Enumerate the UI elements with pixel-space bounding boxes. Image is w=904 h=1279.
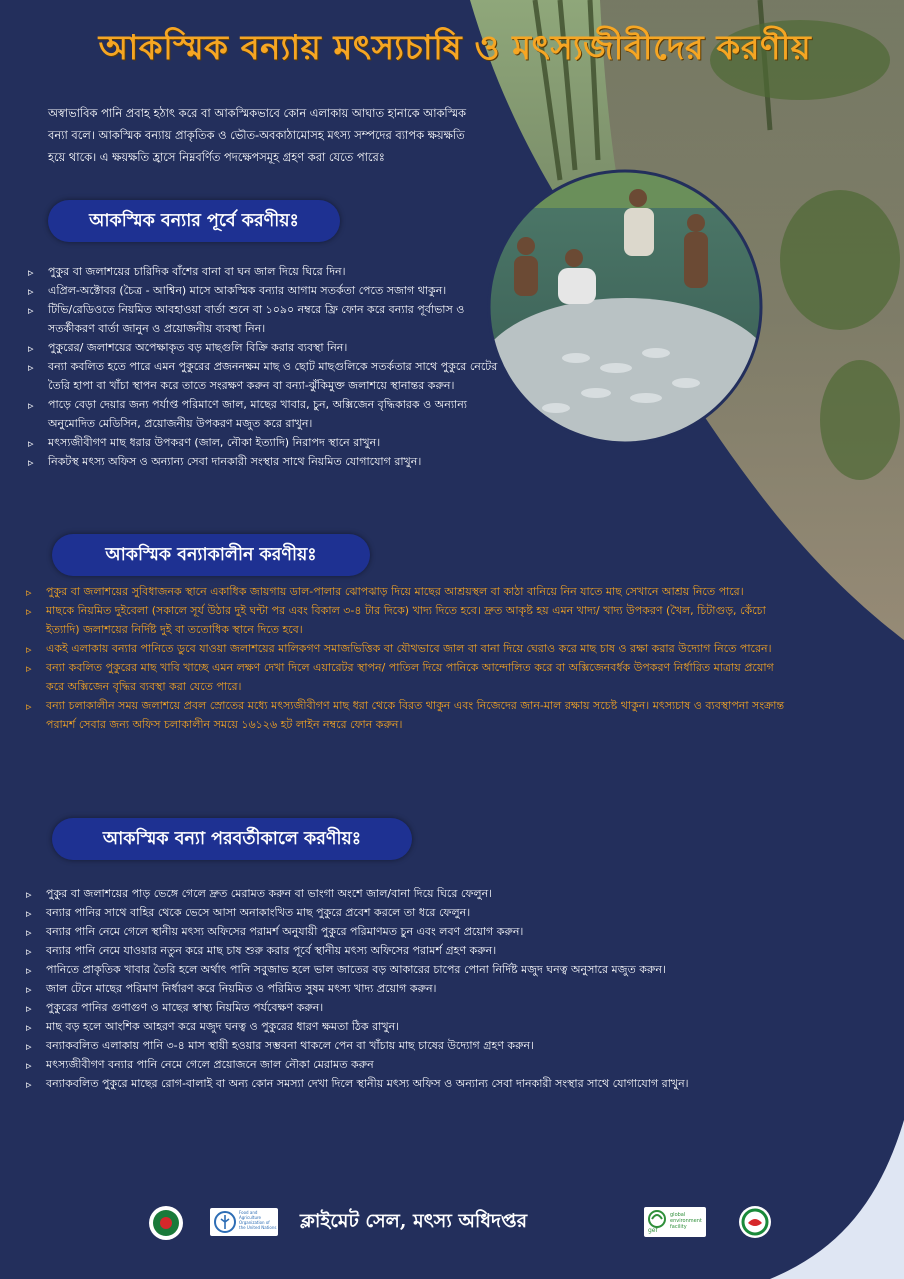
before-flood-list <box>28 262 498 471</box>
list-item: ▹ মৎস্যজীবীগণ মাছ ধরার উপকরণ (জাল, নৌকা ইত্যাদি) নিরাপদ স্থানে রাখুন। <box>28 433 498 452</box>
list-item: ▹ বন্যার পানির সাথে বাহির থেকে ভেসে আসা অনাকাংখিত মাছ পুকুরে প্রবেশ করলে তা ধরে ফেলুন। <box>26 903 746 922</box>
megaphone-icon: ▹ <box>28 266 34 279</box>
list-item: ▹ একই এলাকায় বন্যার পানিতে ডুবে যাওয়া জলাশয়ের মালিকগণ সমাজভিত্তিক বা যৌথভাবে জাল বা বানা দিয়ে ঘেরাও করে মাছ চাষ ও রক্ষা করার উদ্যোগ নিতে পারেন। <box>26 639 786 658</box>
list-item: ▹ বন্যাকবলিত এলাকায় পানি ৩-৪ মাস স্থায়ী হওয়ার সম্ভবনা থাকলে পেন বা খাঁচায় মাছ চাষের উদ্যোগ গ্রহণ করুন। <box>26 1036 746 1055</box>
megaphone-icon: ▹ <box>28 285 34 298</box>
fao-logo <box>210 1208 278 1236</box>
fao-text: Food and Agriculture Organization of the United Nations <box>239 1210 277 1230</box>
gef-logo <box>644 1207 706 1237</box>
megaphone-icon: ▹ <box>26 888 32 901</box>
megaphone-icon: ▹ <box>26 907 32 920</box>
megaphone-icon: ▹ <box>28 399 34 412</box>
bangladesh-govt-logo <box>148 1205 184 1241</box>
megaphone-icon: ▹ <box>26 1021 32 1034</box>
megaphone-icon: ▹ <box>26 945 32 958</box>
section-heading-after-flood: আকস্মিক বন্যা পরবর্তীকালে করণীয়ঃ <box>52 818 412 860</box>
during-flood-list <box>26 582 786 734</box>
list-item: ▹ পুকুর বা জলাশয়ের সুবিধাজনক স্থানে একাধিক জায়গায় ডাল-পালার ঝোপঝাড় দিয়ে মাছের আশ্রয়স্থল বা কাঠা বানিয়ে নিন যাতে মাছ সেখানে আশ্রয় নিতে পারে। <box>26 582 786 601</box>
list-item: ▹ এপ্রিল-অক্টোবর (চৈত্র - আশ্বিন) মাসে আকস্মিক বন্যার আগাম সতর্কতা পেতে সজাগ থাকুন। <box>28 281 498 300</box>
list-item: ▹ বন্যার পানি নেমে যাওয়ার নতুন করে মাছ চাষ শুরু করার পূর্বে স্থানীয় মৎস্য অফিসের পরামর্শ গ্রহণ করুন। <box>26 941 746 960</box>
section-heading-before-flood: আকস্মিক বন্যার পূর্বে করণীয়ঃ <box>48 200 340 242</box>
list-item: ▹ বন্যার পানি নেমে গেলে স্থানীয় মৎস্য অফিসের পরামর্শ অনুযায়ী পুকুরে পরিমাণমত চুন এবং লবণ প্রয়োগ করুন। <box>26 922 746 941</box>
megaphone-icon: ▹ <box>26 964 32 977</box>
list-item: ▹ বন্যা কবলিত পুকুরের মাছ খাবি খাচ্ছে এমন লক্ষণ দেখা দিলে এয়ারেটর স্থাপন/ পাতিল দিয়ে পানিকে আন্দোলিত করে বা অক্সিজেনবর্ধক উপকরণ নির্ধারিত মাত্রায় প্রয়োগ করে অক্সিজেন বৃদ্ধির ব্যবস্থা করা যেতে পারে। <box>26 661 774 693</box>
megaphone-icon: ▹ <box>26 700 32 713</box>
list-item: ▹ বন্যা চলাকালীন সময় জলাশয়ে প্রবল স্রোতের মধ্যে মৎস্যজীবীগণ মাছ ধরা থেকে বিরত থাকুন এবং নিজেদের জান-মাল রক্ষায় সচেষ্ট থাকুন। মৎস্যচাষ ও ব্যবস্থাপনা সংক্রান্ত পরামর্শ সেবার জন্য অফিস চলাকালীন সময়ে ১৬১২৬ হট লাইন নম্বরে ফোন করুন। <box>26 699 785 731</box>
fish-harvest-photo <box>486 168 764 446</box>
megaphone-icon: ▹ <box>26 1078 32 1091</box>
page-title: আকস্মিক বন্যায় মৎস্যচাষি ও মৎস্যজীবীদের করণীয় <box>98 28 812 68</box>
list-item: ▹ পানিতে প্রাকৃতিক খাবার তৈরি হলে অর্থাৎ পানি সবুজাভ হলে ভাল জাতের বড় আকারের চাপের পোনা নির্দিষ্ট মজুদ ঘনত্ব অনুসারে মজুত করুন। <box>26 960 746 979</box>
footer-organization: ক্লাইমেট সেল, মৎস্য অধিদপ্তর <box>300 1210 528 1232</box>
list-item: ▹ বন্যাকবলিত পুকুরে মাছের রোগ-বালাই বা অন্য কোন সমস্যা দেখা দিলে স্থানীয় মৎস্য অফিস ও অন্যান্য সেবা দানকারী সংস্থার সাথে যোগাযোগ রাখুন। <box>26 1074 746 1093</box>
megaphone-icon: ▹ <box>28 342 34 355</box>
list-item: ▹ মাছ বড় হলে আংশিক আহরণ করে মজুদ ঘনত্ব ও পুকুরের ধারণ ক্ষমতা ঠিক রাখুন। <box>26 1017 746 1036</box>
megaphone-icon: ▹ <box>26 586 32 599</box>
list-item: ▹ জাল টেনে মাছের পরিমাণ নির্ধারণ করে নিয়মিত ও পরিমিত সুষম মৎস্য খাদ্য প্রয়োগ করুন। <box>26 979 746 998</box>
list-item: ▹ পুকুরের পানির গুণাগুণ ও মাছের স্বাস্থ্য নিয়মিত পর্যবেক্ষণ করুন। <box>26 998 746 1017</box>
list-item: ▹ নিকটস্থ মৎস্য অফিস ও অন্যান্য সেবা দানকারী সংস্থার সাথে নিয়মিত যোগাযোগ রাখুন। <box>28 452 498 471</box>
list-item: ▹ মৎস্যজীবীগণ বন্যার পানি নেমে গেলে প্রয়োজনে জাল নৌকা মেরামত করুন <box>26 1055 746 1074</box>
list-item: ▹ বন্যা কবলিত হতে পারে এমন পুকুরের প্রজননক্ষম মাছ ও ছোট মাছগুলিকে সতর্কতার সাথে পুকুরে নেটের তৈরি হাপা বা খাঁচা স্থাপন করে তাতে সংরক্ষণ করুন বা বন্যা-ঝুঁকিমুক্ত জলাশয়ে স্থানান্তর করুন। <box>28 360 498 392</box>
megaphone-icon: ▹ <box>28 437 34 450</box>
megaphone-icon: ▹ <box>26 1059 32 1072</box>
list-item: ▹ পুকুর বা জলাশয়ের পাড় ভেঙ্গে গেলে দ্রুত মেরামত করুন বা ভাংগা অংশে জাল/বানা দিয়ে ঘিরে ফেলুন। <box>26 884 746 903</box>
gef-text: global environment facility <box>670 1212 702 1230</box>
megaphone-icon: ▹ <box>28 456 34 469</box>
list-item: ▹ পুকুরের/ জলাশয়ের অপেক্ষাকৃত বড় মাছগুলি বিক্রি করার ব্যবস্থা নিন। <box>28 338 498 357</box>
megaphone-icon: ▹ <box>26 643 32 656</box>
list-item: ▹ পাড়ে বেড়া দেয়ার জন্য পর্যাপ্ত পরিমাণে জাল, মাছের খাবার, চুন, অক্সিজেন বৃদ্ধিকারক ও অন্যান্য অনুমোদিত মেডিসিন, প্রয়োজনীয় উপকরণ মজুত করে রাখুন। <box>28 398 467 430</box>
megaphone-icon: ▹ <box>26 662 32 675</box>
gef-short-text: gef <box>648 1227 658 1234</box>
section-heading-during-flood: আকস্মিক বন্যাকালীন করণীয়ঃ <box>52 534 370 576</box>
megaphone-icon: ▹ <box>26 983 32 996</box>
list-item: ▹ টিভি/রেডিওতে নিয়মিত আবহাওয়া বার্তা শুনে বা ১০৯০ নম্বরে ফ্রি ফোন করে বন্যার পূর্বাভাস ও সতর্কীকরণ বার্তা জানুন ও প্রয়োজনীয় ব্যবস্থা নিন। <box>28 303 465 335</box>
megaphone-icon: ▹ <box>26 1002 32 1015</box>
fisheries-dept-logo <box>738 1205 772 1239</box>
list-item: ▹ পুকুর বা জলাশয়ের চারিদিক বাঁশের বানা বা ঘন জাল দিয়ে ঘিরে দিন। <box>28 262 498 281</box>
after-flood-list <box>26 884 746 1093</box>
megaphone-icon: ▹ <box>26 1040 32 1053</box>
intro-paragraph: অস্বাভাবিক পানি প্রবাহ হঠাৎ করে বা আকস্মিকভাবে কোন এলাকায় আঘাত হানাকে আকস্মিক বন্যা বলে। আকস্মিক বন্যায় প্রাকৃতিক ও ভৌত-অবকাঠামোসহ মৎস্য সম্পদের ব্যাপক ক্ষয়ক্ষতি হয়ে থাকে। এ ক্ষয়ক্ষতি হ্রাসে নিম্নবর্ণিত পদক্ষেপসমূহ গ্রহণ করা যেতে পারেঃ <box>48 106 466 164</box>
megaphone-icon: ▹ <box>26 926 32 939</box>
megaphone-icon: ▹ <box>28 361 34 374</box>
fao-emblem-icon <box>213 1210 237 1234</box>
list-item: ▹ মাছকে নিয়মিত দুইবেলা (সকালে সূর্য উঠার দুই ঘন্টা পর এবং বিকাল ৩-৪ টার দিকে) খাদ্য দিতে হবে। দ্রুত আকৃষ্ট হয় এমন খাদ্য/ খাদ্য উপকরণ (খৈল, চিটাগুড়, কেঁচো ইত্যাদি) জলাশয়ের নির্দিষ্ট দুই বা ততোধিক স্থানে দিতে হবে। <box>26 604 766 636</box>
megaphone-icon: ▹ <box>28 304 34 317</box>
megaphone-icon: ▹ <box>26 605 32 618</box>
